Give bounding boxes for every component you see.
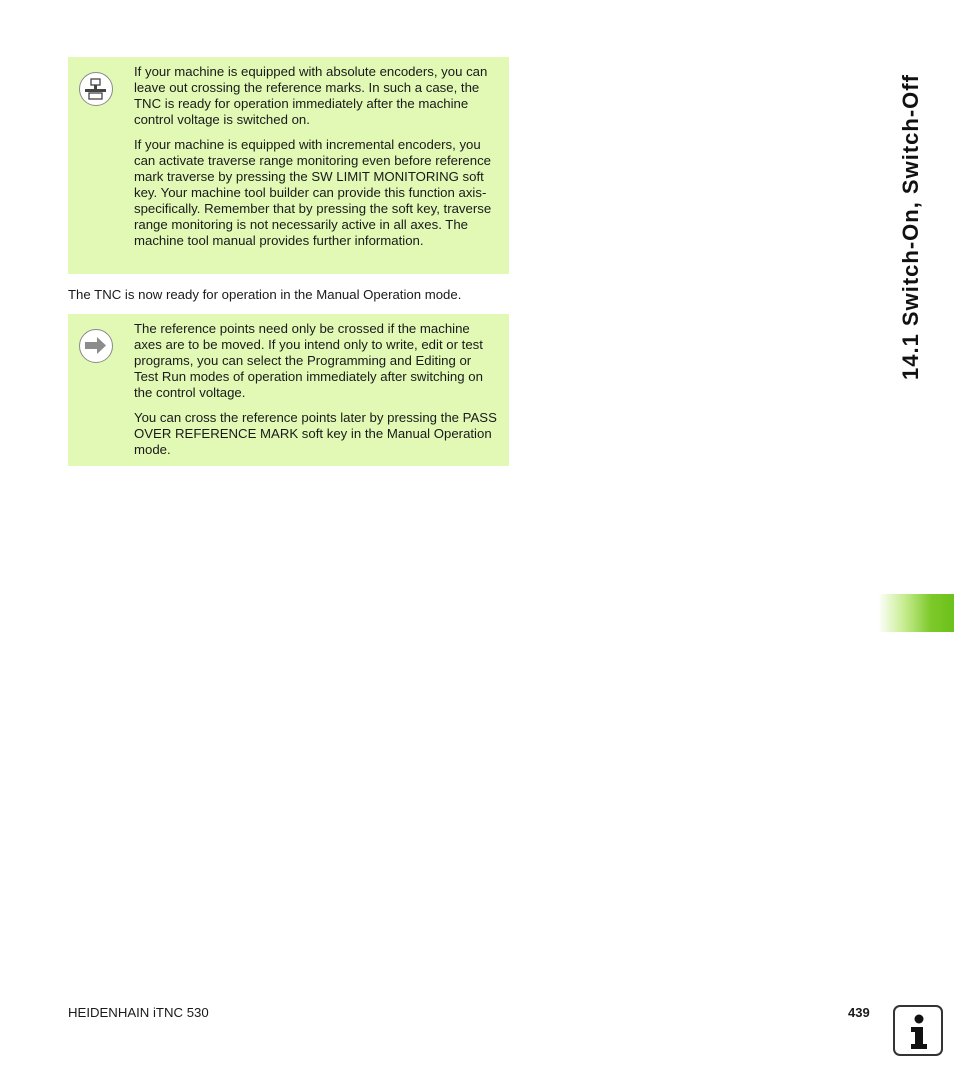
note-paragraph: The reference points need only be crossed if the machine axes are to be moved. If you intend only to write, edit or test programs, you can select the Programming and Editing or Test Run modes of operation immediately after switching on the control voltage. <box>134 321 483 400</box>
page-number: 439 <box>848 1005 870 1020</box>
chapter-section-title: 14.1 Switch-On, Switch-Off <box>898 74 923 380</box>
reference-note-box <box>68 314 509 466</box>
note-paragraph: If your machine is equipped with absolute encoders, you can leave out crossing the reference marks. In such a case, the TNC is ready for operation immediately after the machine control voltage is switched on. <box>134 64 488 127</box>
arrow-right-icon <box>79 329 113 363</box>
body-paragraph: The TNC is now ready for operation in the Manual Operation mode. <box>68 287 462 302</box>
machine-note-box <box>68 57 509 274</box>
footer-product-name: HEIDENHAIN iTNC 530 <box>68 1005 209 1020</box>
note-paragraph: If your machine is equipped with incremental encoders, you can activate traverse range monitoring even before reference mark traverse by pressing the SW LIMIT MONITORING soft key. Your machine tool builder can provide this function axis-specifically. Remember that by pressing the soft key, traverse range monitoring is not necessarily active in all axes. The machine tool manual provides further information. <box>134 137 492 248</box>
note-paragraph: You can cross the reference points later by pressing the PASS OVER REFERENCE MARK soft key in the Manual Operation mode. <box>134 410 497 457</box>
chapter-thumb-tab <box>878 594 954 632</box>
info-icon <box>893 1005 943 1056</box>
machine-dependent-icon <box>79 72 113 106</box>
